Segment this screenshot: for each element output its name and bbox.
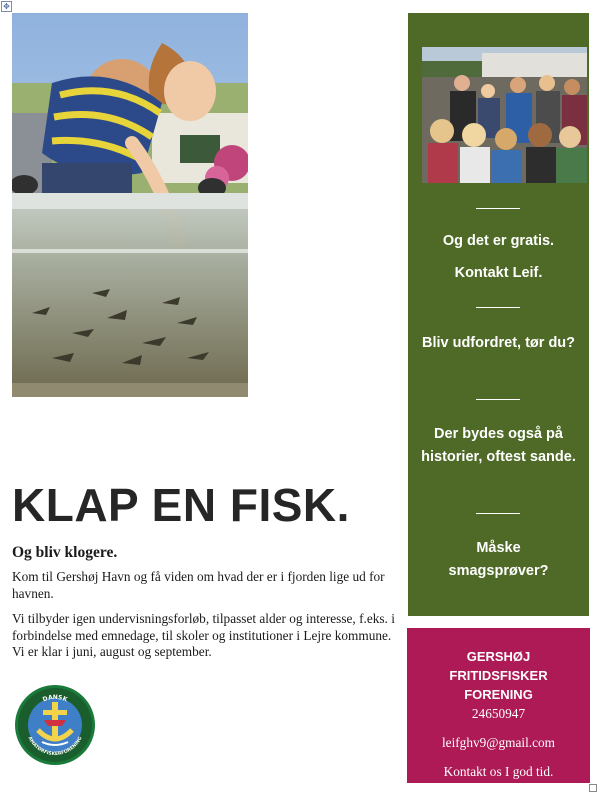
logo-bottom-text: AMATØRFISKERFORENING — [26, 736, 84, 758]
logo-top-text: DANSK — [41, 693, 69, 704]
org-name: GERSHØJ FRITIDSFISKER FORENING — [449, 649, 548, 702]
paragraph-offer: Vi tilbyder igen undervisningsforløb, tilpasset alder og interesse, f.eks. i forbindelse med emnedage, til skoler og institutioner i Lejre kommune. Vi er klar i juni, august og september. — [12, 611, 395, 659]
divider — [476, 307, 520, 308]
association-logo — [14, 684, 96, 766]
subheading: Og bliv klogere. — [12, 544, 118, 561]
paragraph-intro: Kom til Gershøj Havn og få viden om hvad der er i fjorden lige ud for havnen. — [12, 569, 385, 601]
photo-boy-fish-tub — [12, 13, 248, 397]
panel-text-challenge: Bliv udfordret, tør du? — [421, 335, 576, 351]
panel-text-contact: Kontakt Leif. — [454, 265, 543, 281]
contact-note: Kontakt os I god tid. — [443, 764, 554, 779]
headline: KLAP EN FISK. — [12, 479, 350, 531]
photo-children-harbour — [422, 47, 587, 183]
resize-handle[interactable] — [589, 784, 597, 792]
panel-text-tasting: Måske smagsprøver? — [448, 540, 549, 579]
divider — [476, 399, 520, 400]
divider — [476, 208, 520, 209]
move-anchor-icon[interactable]: ✥ — [1, 1, 12, 12]
panel-text-stories: Der bydes også på historier, oftest sande. — [421, 426, 576, 465]
phone-number: 24650947 — [471, 706, 526, 721]
email-address[interactable]: leifghv9@gmail.com — [441, 735, 556, 750]
divider — [476, 513, 520, 514]
panel-text-free: Og det er gratis. — [442, 233, 555, 249]
